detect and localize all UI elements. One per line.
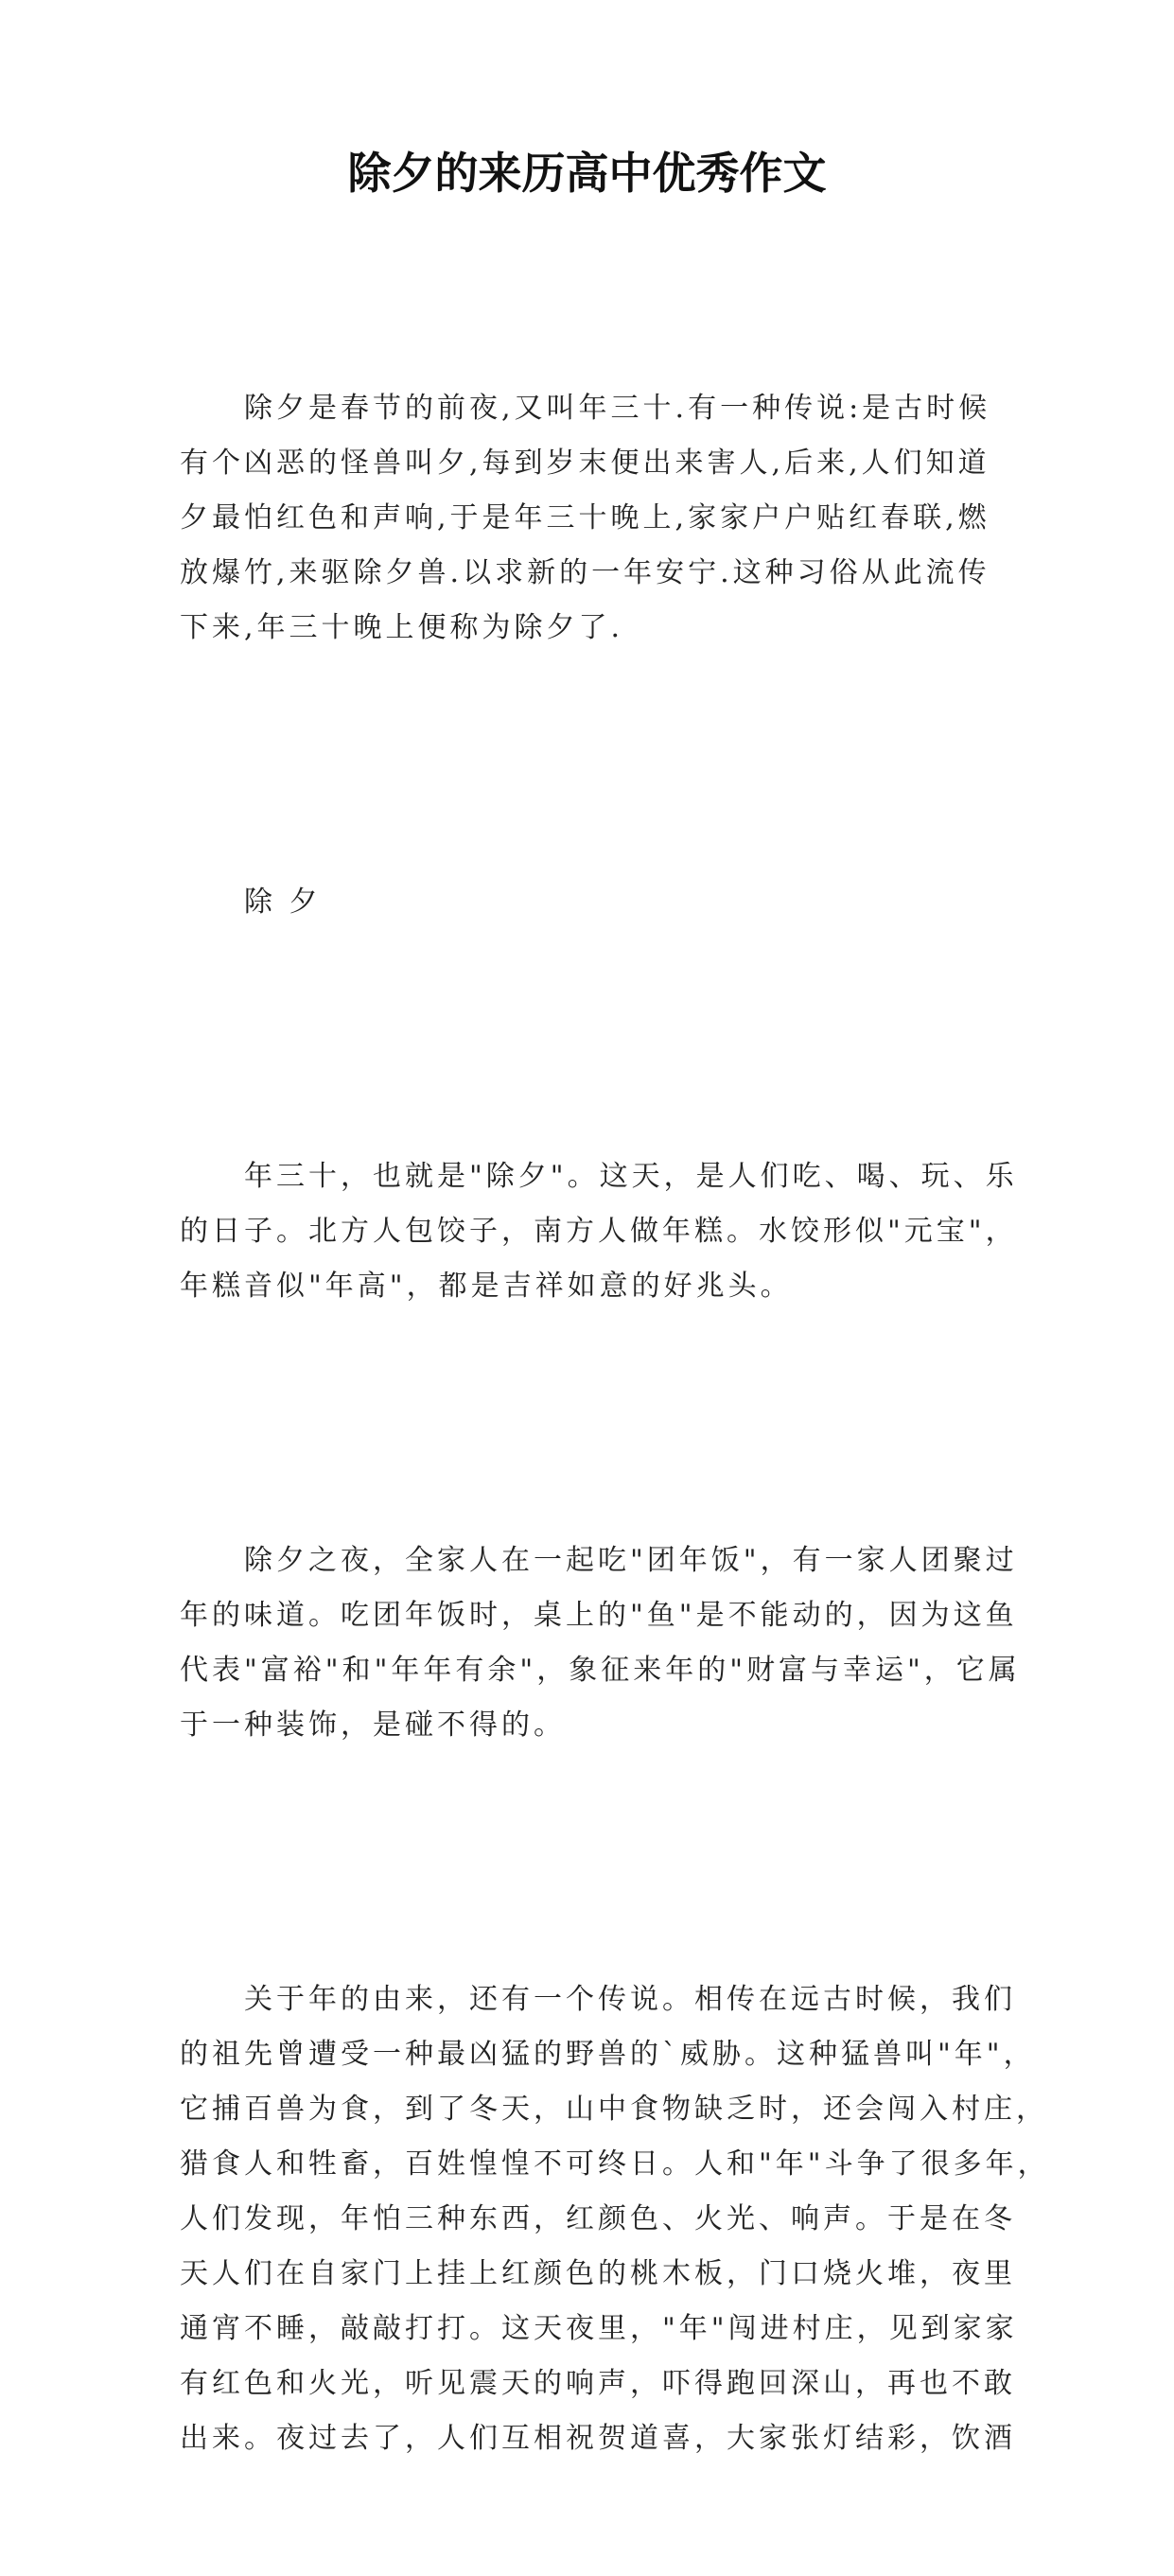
paragraph-legend-intro [180,272,1008,765]
text-line: 人们发现，年怕三种东西，红颜色、火光、响声。于是在冬 [180,2202,1016,2235]
document-body [180,272,1050,2576]
text-line: 夕最怕红色和声响,于是年三十晚上,家家户户贴红春联,燃 [180,501,990,534]
text-line: 下来,年三十晚上便称为除夕了. [180,611,624,644]
text-line: 它捕百兽为食，到了冬天，山中食物缺乏时，还会闯入村庄， [180,2093,1048,2126]
text-line: 出来。夜过去了，人们互相祝贺道喜，大家张灯结彩，饮酒 [180,2422,1016,2455]
text-line: 代表"富裕"和"年年有余"，象征来年的"财富与幸运"，它属 [180,1654,1021,1687]
paragraph-subheading [180,765,1008,1040]
text-line: 关于年的由来，还有一个传说。相传在远古时候，我们 [244,1983,1016,2016]
text-line: 通宵不睡，敲敲打打。这天夜里，"年"闯进村庄，见到家家 [180,2312,1018,2345]
paragraph-nian-legend [180,1863,1050,2576]
text-line: 除夕之夜，全家人在一起吃"团年饭"，有一家人团聚过 [244,1544,1018,1577]
text-line: 放爆竹,来驱除夕兽.以求新的一年安宁.这种习俗从此流传 [180,556,990,589]
text-line: 年的味道。吃团年饭时，桌上的"鱼"是不能动的，因为这鱼 [180,1599,1018,1632]
text-line: 除夕是春节的前夜,又叫年三十.有一种传说:是古时候 [244,392,991,425]
text-line: 年糕音似"年高"，都是吉祥如意的好兆头。 [180,1270,793,1303]
text-line: 天人们在自家门上挂上红颜色的桃木板，门口烧火堆，夜里 [180,2257,1016,2290]
text-line: 的日子。北方人包饺子，南方人做年糕。水饺形似"元宝"， [180,1215,1018,1248]
paragraph-reunion-dinner [180,1424,1021,1863]
text-line: 于一种装饰，是碰不得的。 [180,1709,566,1742]
paragraph-new-year-eve [180,1040,1018,1424]
text-line: 年三十，也就是"除夕"。这天，是人们吃、喝、玩、乐 [244,1160,1018,1193]
text-line: 有个凶恶的怪兽叫夕,每到岁末便出来害人,后来,人们知道 [180,447,990,480]
text-line: 有红色和火光，听见震天的响声，吓得跑回深山，再也不敢 [180,2367,1016,2400]
text-line: 除 夕 [244,885,322,919]
document-title: 除夕的来历高中优秀作文 [347,148,827,199]
text-line: 的祖先曾遭受一种最凶猛的野兽的`威胁。这种猛兽叫"年"， [180,2038,1036,2071]
text-line: 猎食人和牲畜，百姓惶惶不可终日。人和"年"斗争了很多年， [180,2147,1050,2181]
